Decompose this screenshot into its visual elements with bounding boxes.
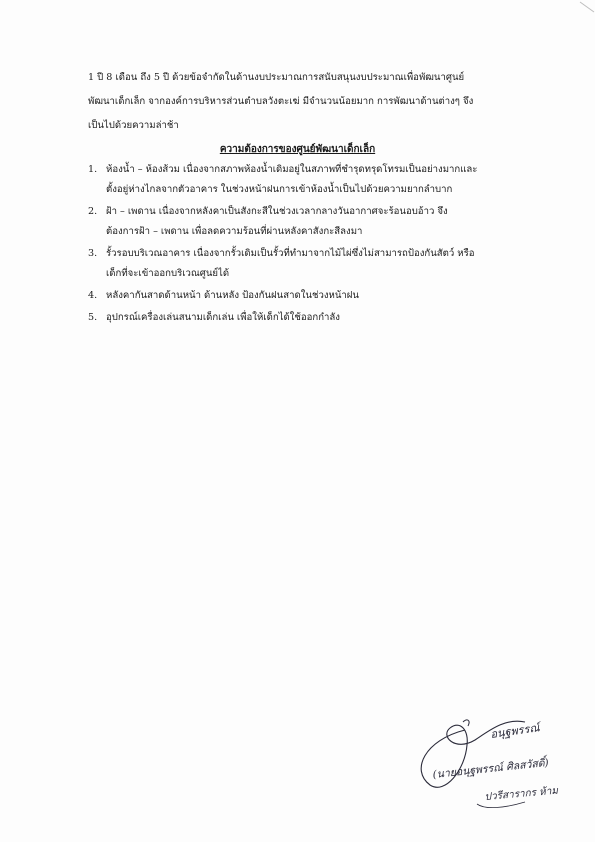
intro-line: พัฒนาเด็กเล็ก จากองค์การบริหารส่วนตำบลวังตะเฆ่ มีจำนวนน้อยมาก การพัฒนาด้านต่างๆ จึง [88, 96, 474, 107]
list-text: รั้วรอบบริเวณอาคาร เนื่องจากรั้วเดิมเป็นรั้วที่ทำมาจากไม้ไผ่ซึ่งไม่สามารถป้องกันสัตว์ หรือ [106, 248, 475, 259]
signature-name: (นายอนุฐพรรณ์ ศิลสวัสดิ์) [432, 756, 550, 781]
list-number: 5. [88, 312, 98, 323]
list-text: อุปกรณ์เครื่องเล่นสนามเด็กเล่น เพื่อให้เด็กได้ใช้ออกกำลัง [106, 312, 340, 323]
list-item [88, 160, 533, 200]
signature-word: อนุฐพรรณ์ [489, 721, 541, 741]
list-number: 4. [88, 290, 98, 301]
list-text: ห้องน้ำ – ห้องส้วม เนื่องจากสภาพห้องน้ำเดิมอยู่ในสภาพที่ชำรุดทรุดโทรมเป็นอย่างมากและ [106, 164, 478, 175]
handwritten-signature [405, 700, 585, 820]
list-number: 2. [88, 206, 98, 217]
needs-list [88, 160, 533, 330]
list-text: หลังคากันสาดด้านหน้า ด้านหลัง ป้องกันฝนสาดในช่วงหน้าฝน [106, 290, 359, 301]
list-number: 1. [88, 164, 98, 175]
list-item [88, 308, 533, 328]
signature-position: ปวรีสารากร ห้าม [484, 785, 559, 803]
list-text: ตั้งอยู่ห่างไกลจากตัวอาคาร ในช่วงหน้าฝนการเข้าห้องน้ำเป็นไปด้วยความยากลำบาก [106, 184, 453, 195]
list-item [88, 286, 533, 306]
list-item [88, 202, 533, 242]
list-item [88, 244, 533, 284]
scan-edge-mark [560, 0, 595, 16]
intro-line: 1 ปี 8 เดือน ถึง 5 ปี ด้วยข้อจำกัดในด้านงบประมาณการสนับสนุนงบประมาณเพื่อพัฒนาศูนย์ [88, 72, 465, 83]
list-text: ต้องการฝ้า – เพดาน เพื่อลดความร้อนที่ผ่านหลังคาสังกะสีลงมา [106, 226, 363, 237]
intro-paragraph [88, 66, 533, 138]
list-number: 3. [88, 248, 98, 259]
list-text: ฝ้า – เพดาน เนื่องจากหลังคาเป็นสังกะสีในช่วงเวลากลางวันอากาศจะร้อนอบอ้าว จึง [106, 206, 448, 217]
section-heading: ความต้องการของศูนย์พัฒนาเด็กเล็ก [219, 144, 376, 155]
intro-line: เป็นไปด้วยความล่าช้า [88, 120, 179, 131]
list-text: เด็กที่จะเข้าออกบริเวณศูนย์ได้ [106, 268, 230, 279]
